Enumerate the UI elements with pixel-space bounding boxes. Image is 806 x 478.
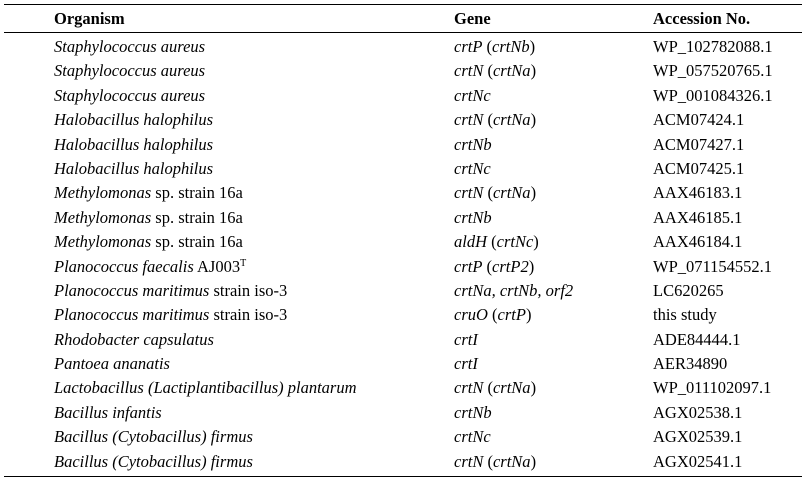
accession-cell: AAX46185.1	[653, 207, 743, 227]
gene-name: crtNb	[454, 134, 492, 154]
organism-name: Planococcus maritimus	[54, 305, 210, 325]
organism-name: Halobacillus halophilus	[54, 134, 214, 154]
accession-cell: WP_011102097.1	[653, 378, 772, 398]
gene-cell: crtN (crtNa)	[454, 61, 537, 81]
organism-cell	[54, 450, 253, 474]
table-body	[4, 33, 802, 476]
gene-alias: crtNa	[492, 183, 531, 203]
organism-cell	[54, 376, 357, 400]
gene-cell: crtP (crtNb)	[454, 37, 536, 56]
gene-name: crtNa, crtNb, orf2	[454, 280, 574, 300]
organism-cell	[54, 255, 246, 279]
gene-accession-table	[4, 4, 802, 477]
gene-cell: cruO (crtP)	[454, 305, 532, 325]
table-row	[4, 108, 802, 132]
gene-name: crtN	[454, 378, 484, 398]
table-row	[4, 401, 802, 425]
table-header	[4, 5, 802, 32]
table-row	[4, 181, 802, 205]
gene-name: crtP	[454, 37, 483, 56]
organism-cell	[54, 303, 287, 327]
accession-cell: ADE84444.1	[653, 329, 741, 349]
gene-alias: crtNb	[492, 37, 530, 56]
organism-cell	[54, 133, 213, 157]
gene-name: crtI	[454, 329, 478, 349]
gene-name: crtN	[454, 110, 484, 130]
organism-cell	[54, 230, 243, 254]
gene-alias: crtP2	[492, 256, 529, 276]
accession-cell: AGX02539.1	[653, 427, 743, 447]
table-row	[4, 376, 802, 400]
organism-name: Bacillus (Cytobacillus) firmus	[54, 427, 253, 447]
table-row	[4, 84, 802, 108]
organism-name: Planococcus maritimus	[54, 280, 210, 300]
gene-name: crtNc	[454, 85, 491, 105]
gene-name: crtNc	[454, 427, 491, 447]
table-row	[4, 352, 802, 376]
organism-name: Halobacillus halophilus	[54, 158, 214, 178]
organism-strain: sp. strain 16a	[151, 183, 243, 203]
gene-cell	[454, 425, 491, 449]
organism-strain: sp. strain 16a	[151, 207, 243, 227]
gene-name: crtN	[454, 183, 484, 203]
organism-cell	[54, 108, 213, 132]
organism-name: Staphylococcus aureus	[54, 37, 206, 56]
gene-alias: crtNa	[492, 61, 531, 81]
gene-cell	[454, 352, 478, 376]
gene-cell	[454, 401, 492, 425]
accession-cell: ACM07425.1	[653, 158, 745, 178]
gene-cell	[454, 206, 492, 230]
organism-strain: AJ003	[193, 256, 241, 276]
organism-strain: strain iso-3	[209, 280, 288, 300]
organism-cell	[54, 401, 162, 425]
table-row	[4, 157, 802, 181]
gene-cell: crtN (crtNa)	[454, 110, 537, 130]
accession-cell: AGX02541.1	[653, 451, 743, 471]
accession-cell: AAX46183.1	[653, 183, 743, 203]
organism-name: Bacillus (Cytobacillus) firmus	[54, 451, 253, 471]
gene-alias: crtP	[497, 305, 526, 325]
organism-cell	[54, 157, 213, 181]
organism-cell	[54, 84, 205, 108]
gene-cell	[454, 84, 491, 108]
table-row	[4, 328, 802, 352]
gene-cell	[454, 279, 573, 303]
organism-strain: strain iso-3	[209, 305, 288, 325]
header-accession: Accession No.	[653, 9, 751, 28]
header-organism: Organism	[54, 9, 125, 28]
organism-name: Staphylococcus aureus	[54, 85, 206, 105]
gene-name: crtN	[454, 61, 484, 81]
accession-cell: LC620265	[653, 280, 724, 300]
type-strain-superscript: T	[240, 257, 247, 269]
accession-cell: this study	[653, 305, 717, 325]
gene-name: crtI	[454, 354, 478, 374]
gene-name: crtNc	[454, 158, 491, 178]
table-row	[4, 303, 802, 327]
organism-name: Lactobacillus (Lactiplantibacillus) plantarum	[54, 378, 357, 398]
organism-cell	[54, 279, 287, 303]
gene-cell	[454, 328, 478, 352]
accession-cell: AER34890	[653, 354, 728, 374]
table-row	[4, 230, 802, 254]
gene-alias: crtNc	[496, 232, 534, 252]
organism-cell	[54, 181, 243, 205]
organism-name: Pantoea ananatis	[54, 354, 170, 374]
gene-name: crtNb	[454, 402, 492, 422]
organism-name: Methylomonas	[54, 183, 152, 203]
accession-cell: WP_102782088.1	[653, 37, 773, 56]
gene-cell: crtN (crtNa)	[454, 183, 537, 203]
organism-cell	[54, 35, 205, 59]
table-row	[4, 425, 802, 449]
organism-name: Rhodobacter capsulatus	[54, 329, 214, 349]
gene-alias: crtNa	[492, 378, 531, 398]
organism-name: Methylomonas	[54, 232, 152, 252]
gene-alias: crtNa	[492, 110, 531, 130]
organism-name: Halobacillus halophilus	[54, 110, 214, 130]
organism-name: Methylomonas	[54, 207, 152, 227]
gene-cell	[454, 157, 491, 181]
accession-cell: ACM07424.1	[653, 110, 745, 130]
gene-cell: crtN (crtNa)	[454, 451, 537, 471]
table-row	[4, 279, 802, 303]
accession-cell: WP_071154552.1	[653, 256, 773, 276]
accession-cell: WP_057520765.1	[653, 61, 773, 81]
table-row	[4, 450, 802, 474]
organism-cell	[54, 352, 170, 376]
organism-cell	[54, 328, 214, 352]
gene-name: cruO	[454, 305, 488, 325]
gene-name: crtP	[454, 256, 483, 276]
organism-cell	[54, 425, 253, 449]
gene-name: crtNb	[454, 207, 492, 227]
organism-name: Bacillus infantis	[54, 402, 162, 422]
gene-cell: aldH (crtNc)	[454, 232, 539, 252]
table-row	[4, 35, 802, 59]
header-gene: Gene	[454, 9, 491, 28]
table-row	[4, 206, 802, 230]
accession-cell: AAX46184.1	[653, 232, 743, 252]
organism-cell	[54, 59, 205, 83]
accession-cell: AGX02538.1	[653, 402, 743, 422]
organism-strain: sp. strain 16a	[151, 232, 243, 252]
gene-cell: crtN (crtNa)	[454, 378, 537, 398]
table-row	[4, 133, 802, 157]
accession-cell: WP_001084326.1	[653, 85, 773, 105]
bottom-rule	[4, 476, 802, 477]
table-row	[4, 255, 802, 279]
organism-name: Planococcus faecalis	[54, 256, 194, 276]
gene-name: aldH	[454, 232, 487, 252]
gene-name: crtN	[454, 451, 484, 471]
table-row	[4, 59, 802, 83]
organism-name: Staphylococcus aureus	[54, 61, 206, 81]
gene-alias: crtNa	[492, 451, 531, 471]
gene-cell	[454, 133, 492, 157]
organism-cell	[54, 206, 243, 230]
gene-cell: crtP (crtP2)	[454, 256, 535, 276]
accession-cell: ACM07427.1	[653, 134, 745, 154]
